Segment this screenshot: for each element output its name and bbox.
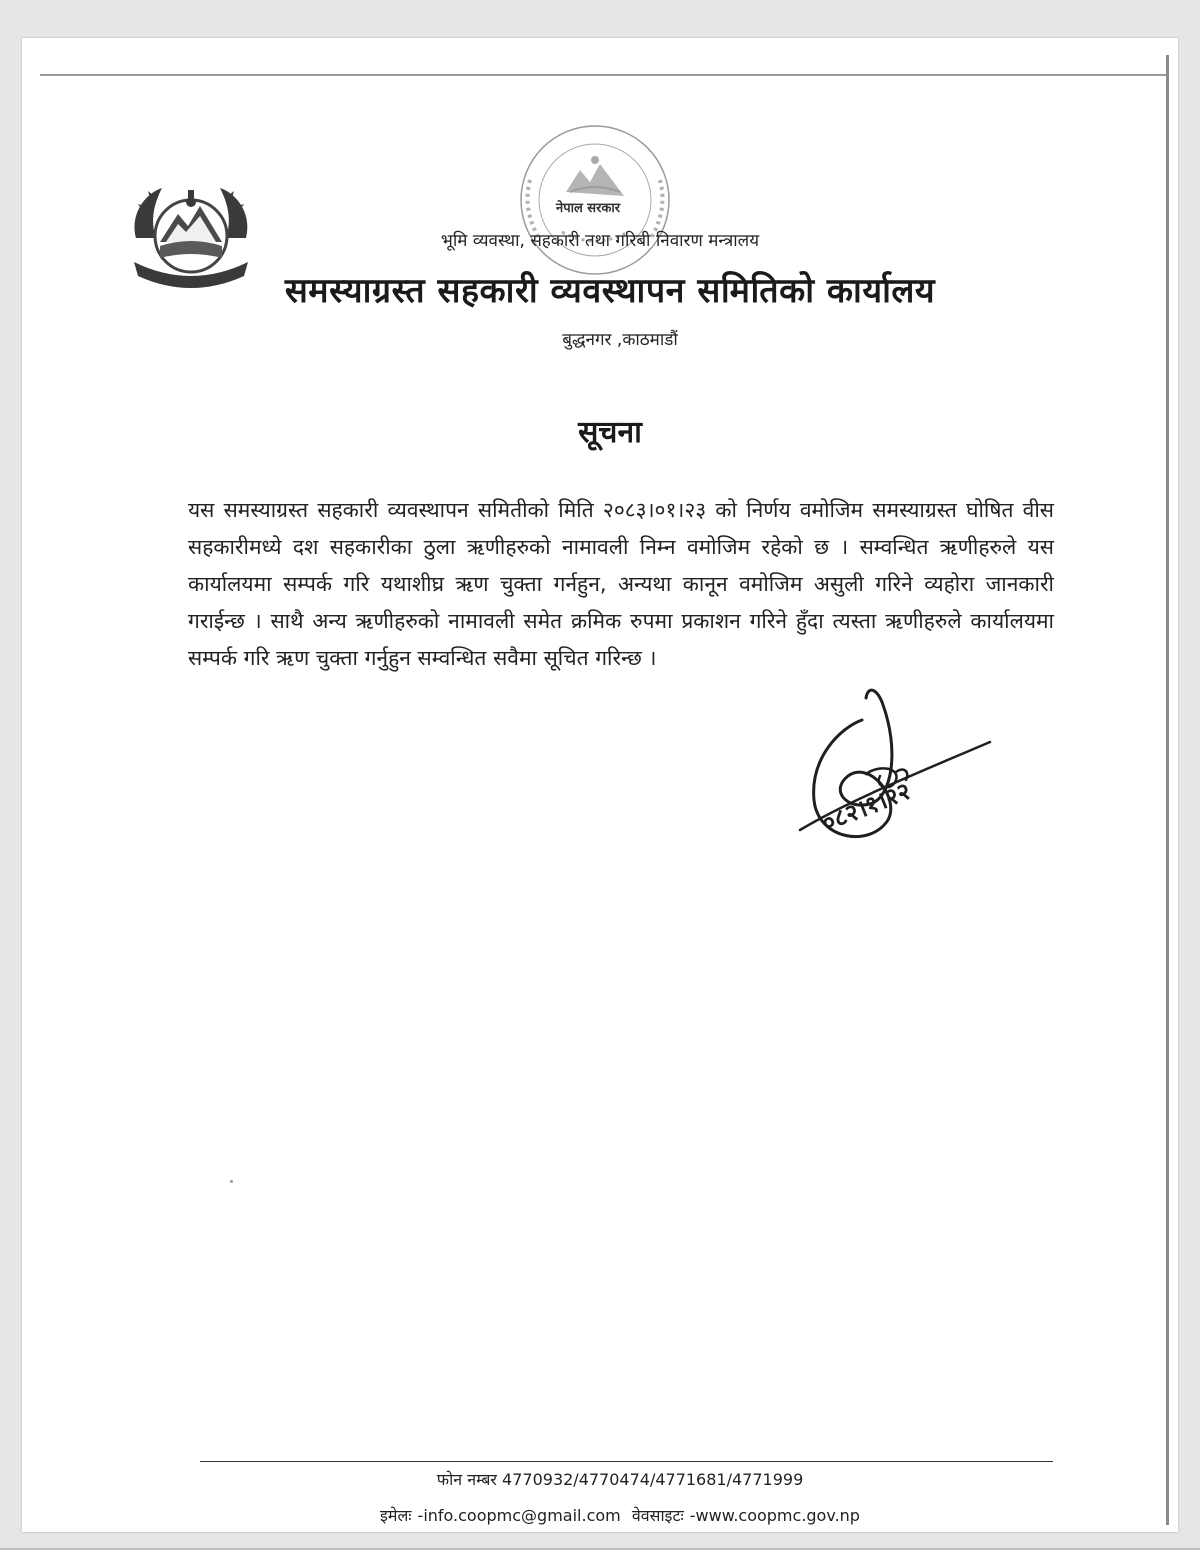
- page-speck: [230, 1180, 233, 1183]
- office-location: बुद्धनगर ,काठमाडौं: [562, 330, 678, 350]
- email-label: इमेलः: [380, 1506, 412, 1525]
- handwritten-signature: [770, 680, 1020, 860]
- notice-title: सूचना: [578, 415, 642, 450]
- website-label: वेवसाइटः: [631, 1506, 684, 1525]
- footer-divider: [200, 1461, 1053, 1462]
- office-name: समस्याग्रस्त सहकारी व्यवस्थापन समितिको कार्यालय: [284, 271, 936, 311]
- email-address[interactable]: -info.coopmc@gmail.com: [417, 1506, 621, 1525]
- signature-date: ०८२।१।२२: [817, 776, 915, 838]
- notice-body: यस समस्याग्रस्त सहकारी व्यवस्थापन समितीको मिति २०८३।०१।२३ को निर्णय वमोजिम समस्याग्रस्त घोषित वीस सहकारीमध्ये दश सहकारीका ठुला ऋणीहरुको नामावली निम्न वमोजिम रहेको छ । सम्वन्धित ऋणीहरुले यस कार्यालयमा सम्पर्क गरि यथाशीघ्र ऋण चुक्ता गर्नहुन, अन्यथा कानून वमोजिम असुली गरिने व्यहोरा जानकारी गराईन्छ । साथै अन्य ऋणीहरुको नामावली समेत क्रमिक रुपमा प्रकाशन गरिने हुँदा त्यस्ता ऋणीहरुले कार्यालयमा सम्पर्क गरि ऋण चुक्ता गर्नुहुन सम्वन्धित सवैमा सूचित गरिन्छ ।: [188, 498, 1054, 670]
- page-top-edge: [40, 74, 1168, 76]
- seal-text: नेपाल सरकार: [556, 201, 621, 216]
- website-link[interactable]: -www.coopmc.gov.np: [689, 1506, 860, 1525]
- ministry-name: भूमि व्यवस्था, सहकारी तथा गरिबी निवारण मन्त्रालय: [440, 231, 760, 251]
- footer-contact: [0, 1504, 1200, 1526]
- footer-phone: फोन नम्बर 4770932/4770474/4771681/4771999: [436, 1470, 804, 1489]
